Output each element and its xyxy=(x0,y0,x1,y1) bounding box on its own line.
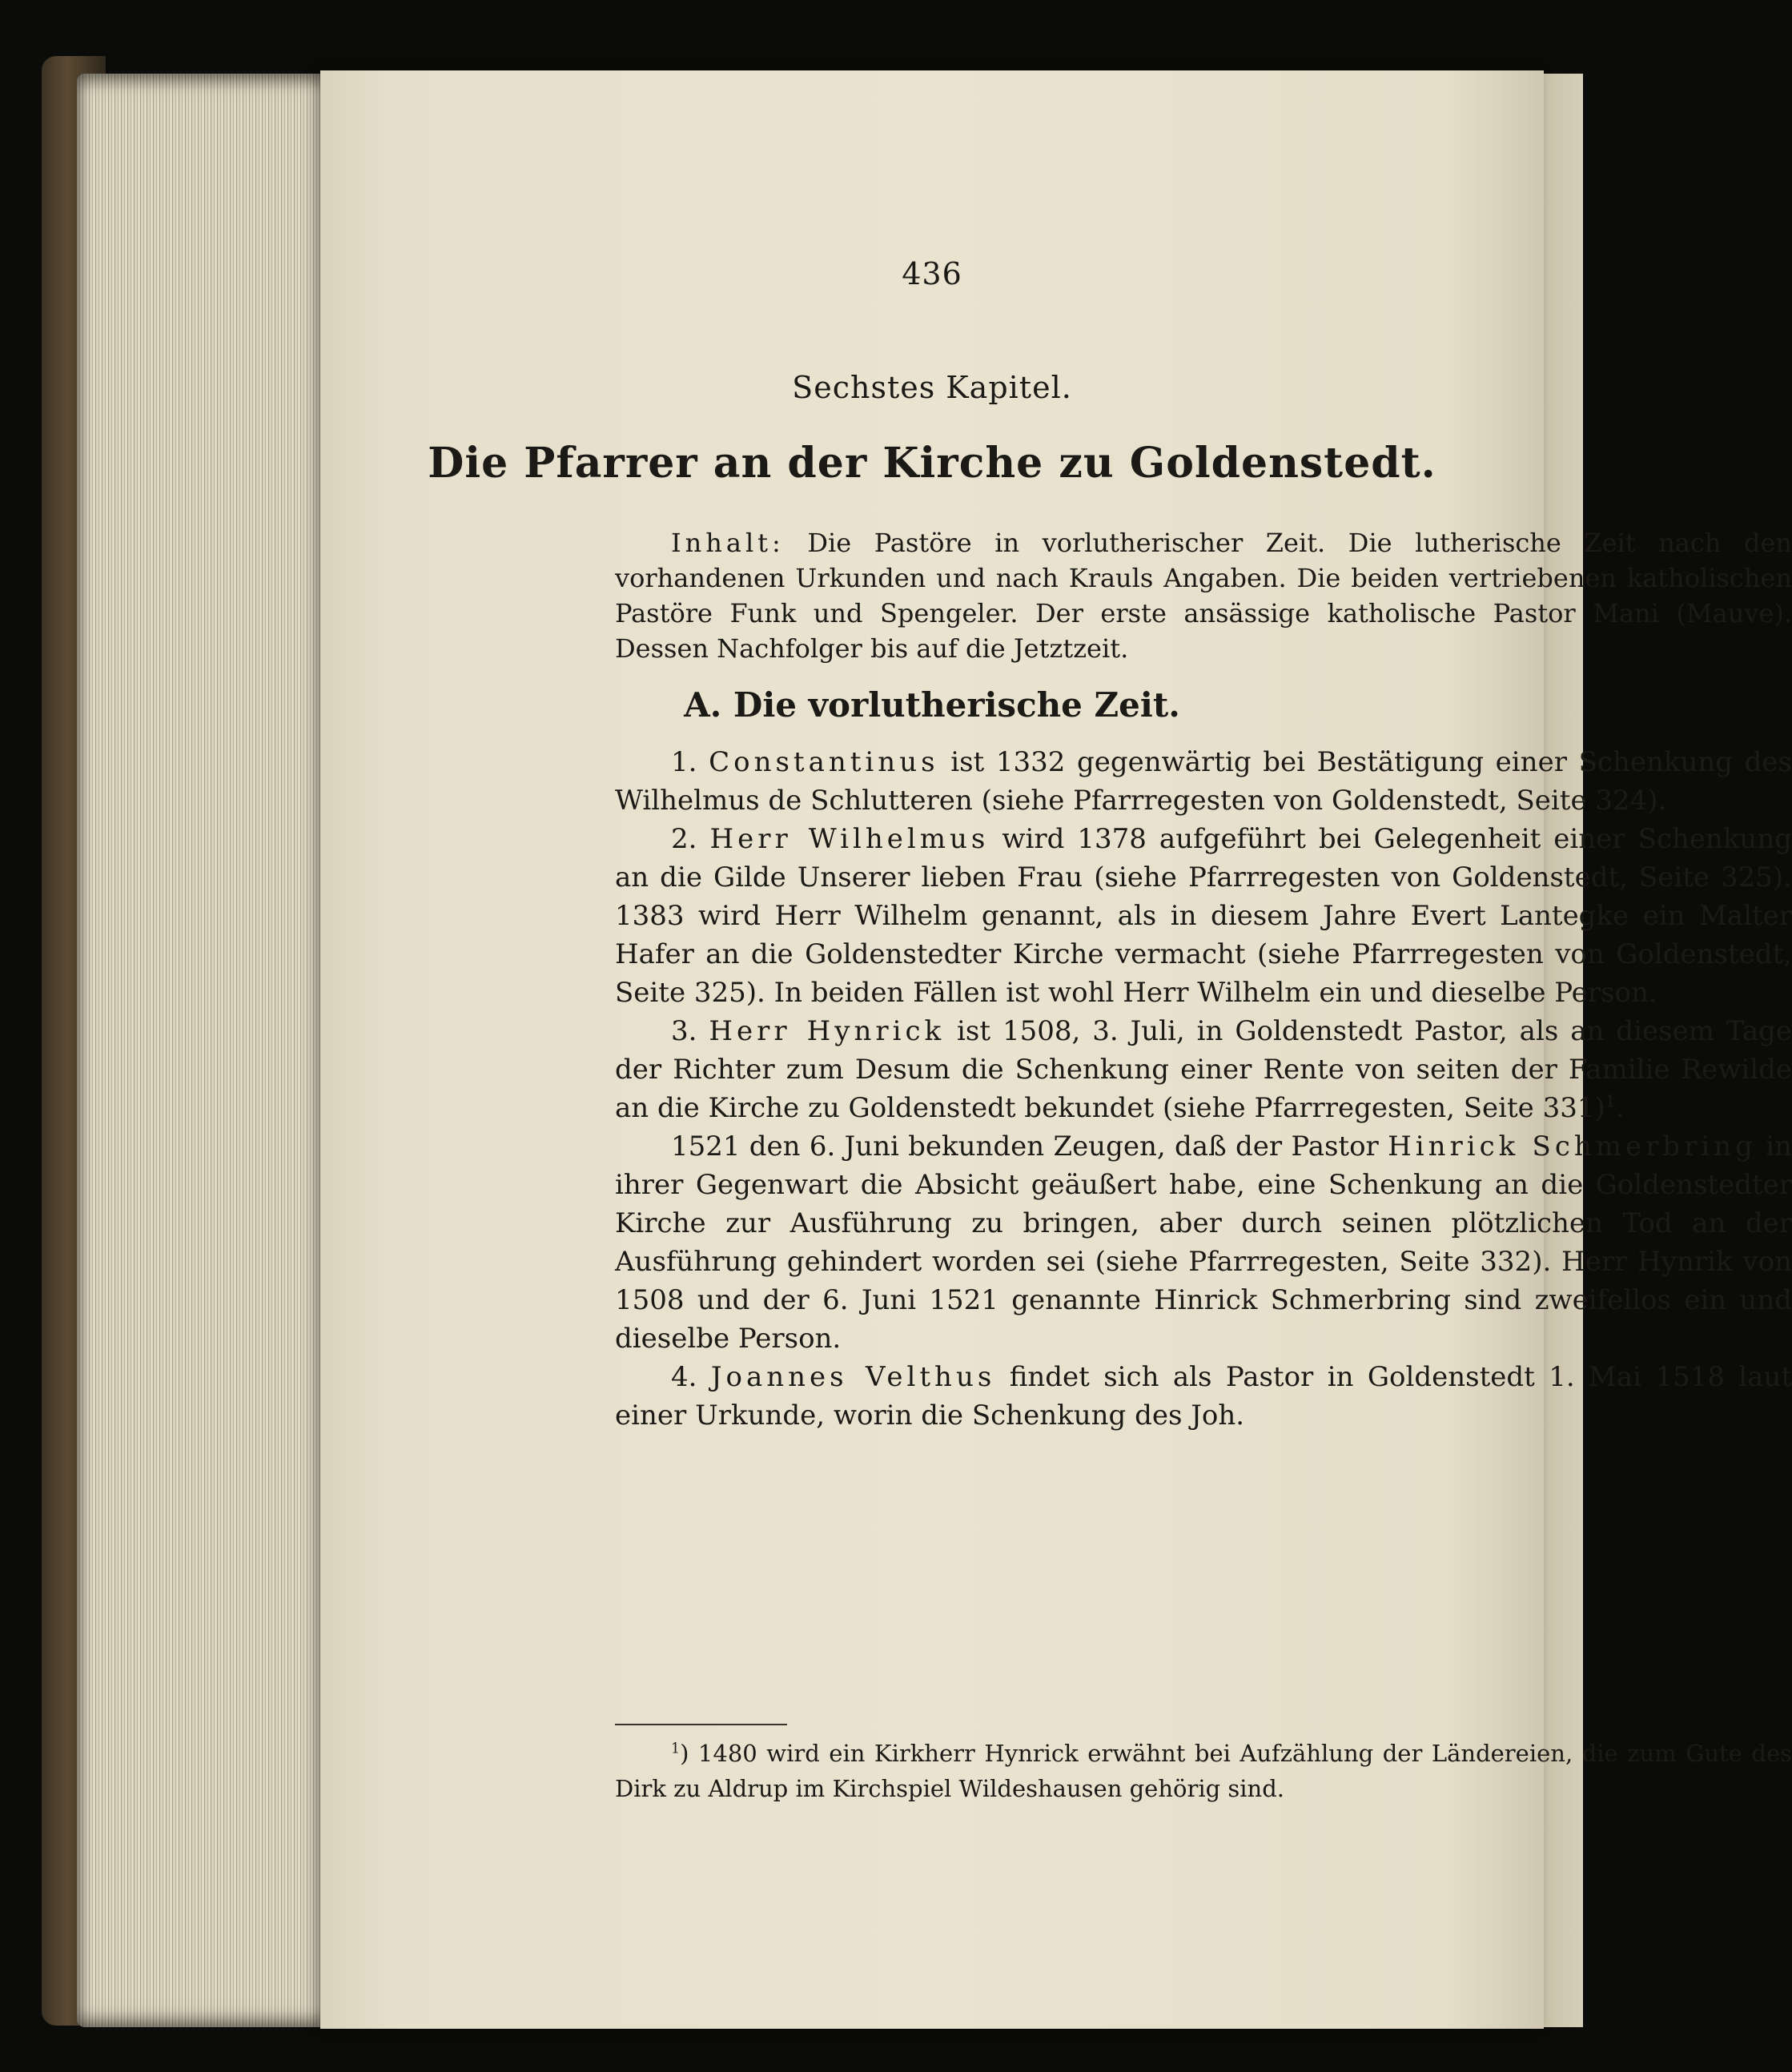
footnote-marker: 1 xyxy=(1605,1091,1616,1111)
page-number: 436 xyxy=(902,256,962,291)
paragraph-1 xyxy=(615,743,1792,820)
section-heading: A. Die vorlutherische Zeit. xyxy=(684,685,1180,725)
book-page xyxy=(320,70,1792,2029)
person-name: Herr Wilhelmus xyxy=(709,823,990,855)
person-name: Constantinus xyxy=(709,746,939,778)
person-name: Joannes Velthus xyxy=(710,1361,996,1393)
paragraph-2 xyxy=(615,820,1792,1012)
footnote-text: ) 1480 wird ein Kirkherr Hynrick erwähnt bei Aufzählung der Ländereien, die zum Gute des Dirk zu Aldrup im Kirchspiel Wildeshausen gehörig sind. xyxy=(615,1740,1792,1802)
paragraph-end: . xyxy=(1615,1092,1625,1124)
paragraph-number: 4. xyxy=(671,1361,711,1393)
footnote-mark: 1 xyxy=(671,1741,681,1757)
body-text xyxy=(615,743,1792,1435)
paragraph-lead: 1521 den 6. Juni bekunden Zeugen, daß der Pastor xyxy=(671,1130,1388,1162)
paragraph-number: 1. xyxy=(671,746,709,778)
paragraph-5 xyxy=(615,1358,1792,1435)
footnote-divider xyxy=(615,1724,787,1725)
paragraph-3 xyxy=(615,1012,1792,1127)
paragraph-text: ist 1508, 3. Juli, in Goldenstedt Pastor, als an diesem Tage der Richter zum Desum die Schenkung einer Rente von seiten der Familie Rewilde an die Kirche zu Goldenstedt bekundet (siehe Pfarrregesten, Seite 331) xyxy=(615,1015,1792,1124)
paragraph-text: findet sich als Pastor in Goldenstedt 1. Mai 1518 laut einer Urkunde, worin die Schenkung des Joh. xyxy=(615,1361,1792,1432)
summary-text: Die Pastöre in vorlutherischer Zeit. Die lutherische Zeit nach den vorhandenen Urkunden und nach Krauls Angaben. Die beiden vertriebenen katholischen Pastöre Funk und Spengeler. Der erste ansässige katholische Pastor Mani (Mauve). Dessen Nachfolger bis auf die Jetztzeit. xyxy=(615,528,1792,664)
footnote xyxy=(615,1736,1792,1806)
paragraph-4 xyxy=(615,1127,1792,1358)
paragraph-text: in ihrer Gegenwart die Absicht geäußert habe, eine Schenkung an die Goldenstedter Kirche zur Ausführung zu bringen, aber durch seinen plötzlichen Tod an der Ausführung gehindert worden sei (siehe Pfarrregesten, Seite 332). Herr Hynrik von 1508 und der 6. Juni 1521 genannte Hinrick Schmerbring sind zweifellos ein und dieselbe Person. xyxy=(615,1130,1792,1355)
paragraph-number: 3. xyxy=(671,1015,709,1047)
chapter-heading: Sechstes Kapitel. xyxy=(792,370,1072,405)
summary-label: Inhalt: xyxy=(671,528,785,558)
page-title: Die Pfarrer an der Kirche zu Goldenstedt. xyxy=(428,439,1436,488)
person-name: Hinrick Schmerbring xyxy=(1388,1130,1757,1162)
paragraph-text: ist 1332 gegenwärtig bei Bestätigung einer Schenkung des Wilhelmus de Schlutteren (siehe Pfarrregesten von Goldenstedt, Seite 324). xyxy=(615,746,1792,817)
paragraph-text: wird 1378 aufgeführt bei Gelegenheit einer Schenkung an die Gilde Unserer lieben Frau (siehe Pfarrregesten von Goldenstedt, Seite 325). 1383 wird Herr Wilhelm genannt, als in diesem Jahre Evert Lantegke ein Malter Hafer an die Goldenstedter Kirche vermacht (siehe Pfarrregesten von Goldenstedt, Seite 325). In beiden Fällen ist wohl Herr Wilhelm ein und dieselbe Person. xyxy=(615,823,1792,1009)
paragraph-number: 2. xyxy=(671,823,710,855)
page-stack-edges xyxy=(77,74,333,2027)
person-name: Herr Hynrick xyxy=(709,1015,946,1047)
chapter-summary xyxy=(615,525,1792,666)
